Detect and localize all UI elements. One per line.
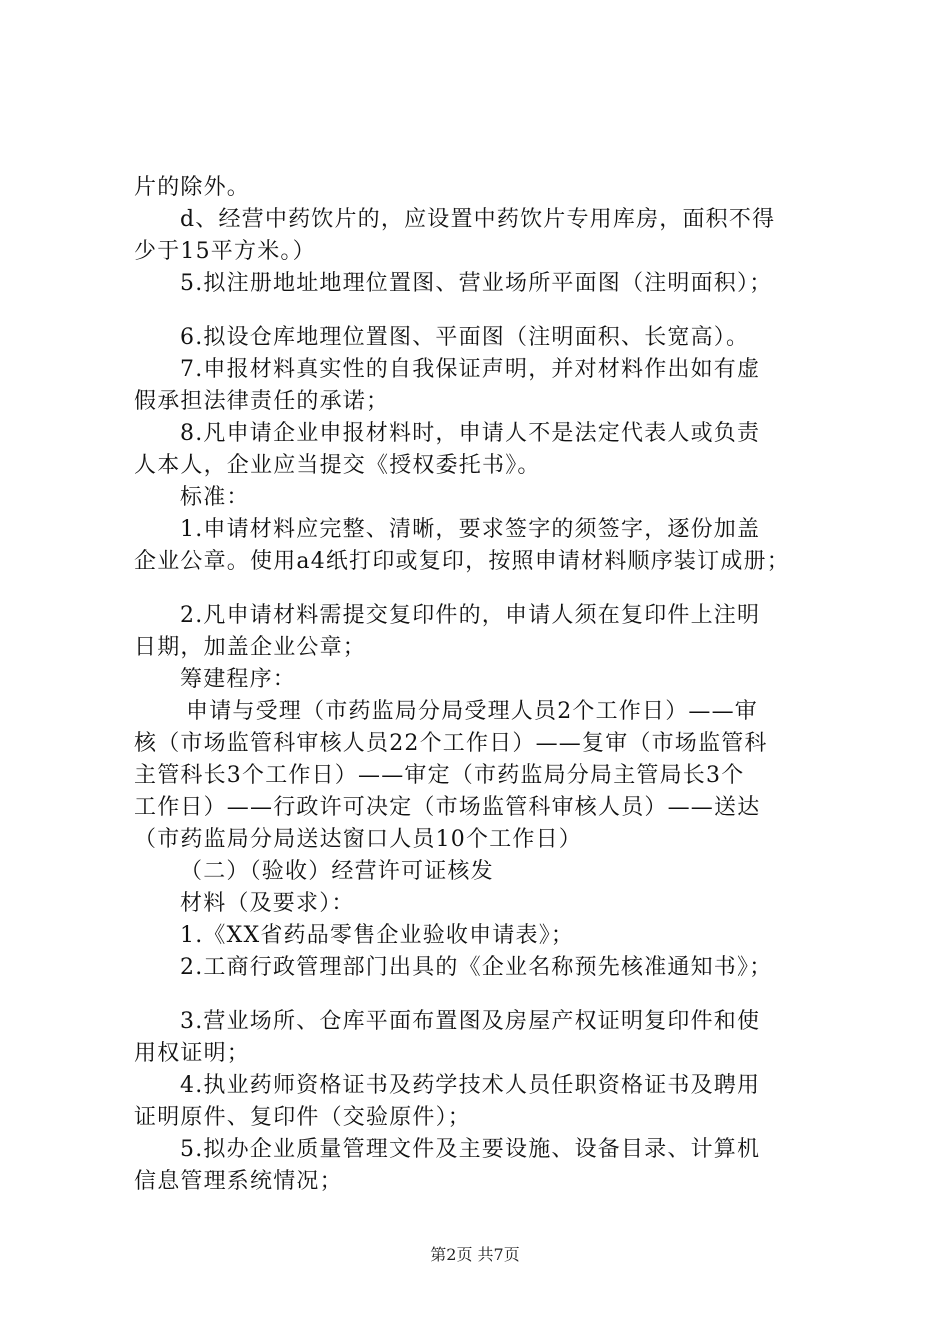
text-line: （市药监局分局送达窗口人员10个工作日） [134, 827, 582, 852]
section-heading: 筹建程序： [180, 667, 297, 692]
text-line: 信息管理系统情况； [134, 1169, 343, 1194]
text-line: 片的除外。 [134, 175, 251, 200]
text-line: 工作日）——行政许可决定（市场监管科审核人员）——送达 [134, 795, 761, 820]
text-line: 主管科长3个工作日）——审定（市药监局分局主管局长3个 [134, 763, 745, 788]
text-line: 5.拟办企业质量管理文件及主要设施、设备目录、计算机 [180, 1137, 761, 1162]
text-line: 7.申报材料真实性的自我保证声明，并对材料作出如有虚 [180, 357, 761, 382]
text-line: 核（市场监管科审核人员22个工作日）——复审（市场监管科 [134, 731, 768, 756]
paragraph-gap [134, 578, 846, 600]
section-heading: 标准： [180, 485, 250, 510]
paragraph-gap [134, 984, 846, 1006]
text-line: d、经营中药饮片的，应设置中药饮片专用库房，面积不得 [180, 207, 776, 232]
text-line: 证明原件、复印件（交验原件）； [134, 1105, 472, 1130]
text-line: 2.凡申请材料需提交复印件的，申请人须在复印件上注明 [180, 603, 761, 628]
text-line: 日期，加盖企业公章； [134, 635, 367, 660]
text-line: 2.工商行政管理部门出具的《企业名称预先核准通知书》； [180, 955, 773, 980]
section-heading: 材料（及要求）： [180, 891, 355, 916]
text-line: 人本人，企业应当提交《授权委托书》。 [134, 453, 541, 478]
text-line: 5.拟注册地址地理位置图、营业场所平面图（注明面积）； [180, 271, 773, 296]
text-line: 3.营业场所、仓库平面布置图及房屋产权证明复印件和使 [180, 1009, 761, 1034]
text-line: 4.执业药师资格证书及药学技术人员任职资格证书及聘用 [180, 1073, 761, 1098]
section-heading: （二）（验收）经营许可证核发 [180, 859, 494, 884]
text-line: 6.拟设仓库地理位置图、平面图（注明面积、长宽高）。 [180, 325, 750, 350]
text-line: 少于15平方米。） [134, 239, 316, 264]
text-line: 申请与受理（市药监局分局受理人员2个工作日）——审 [186, 699, 758, 724]
text-line: 8.凡申请企业申报材料时，申请人不是法定代表人或负责 [180, 421, 761, 446]
text-line: 用权证明； [134, 1041, 251, 1066]
text-line: 1.《XX省药品零售企业验收申请表》； [180, 923, 575, 948]
text-line: 1.申请材料应完整、清晰，要求签字的须签字，逐份加盖 [180, 517, 761, 542]
text-line: 假承担法律责任的承诺； [134, 389, 390, 414]
text-line: 企业公章。使用a4纸打印或复印，按照申请材料顺序装订成册； [134, 549, 790, 574]
page-number-footer: 第2页 共7页 [430, 1245, 520, 1264]
paragraph-gap [134, 300, 846, 322]
document-body [134, 172, 846, 1198]
